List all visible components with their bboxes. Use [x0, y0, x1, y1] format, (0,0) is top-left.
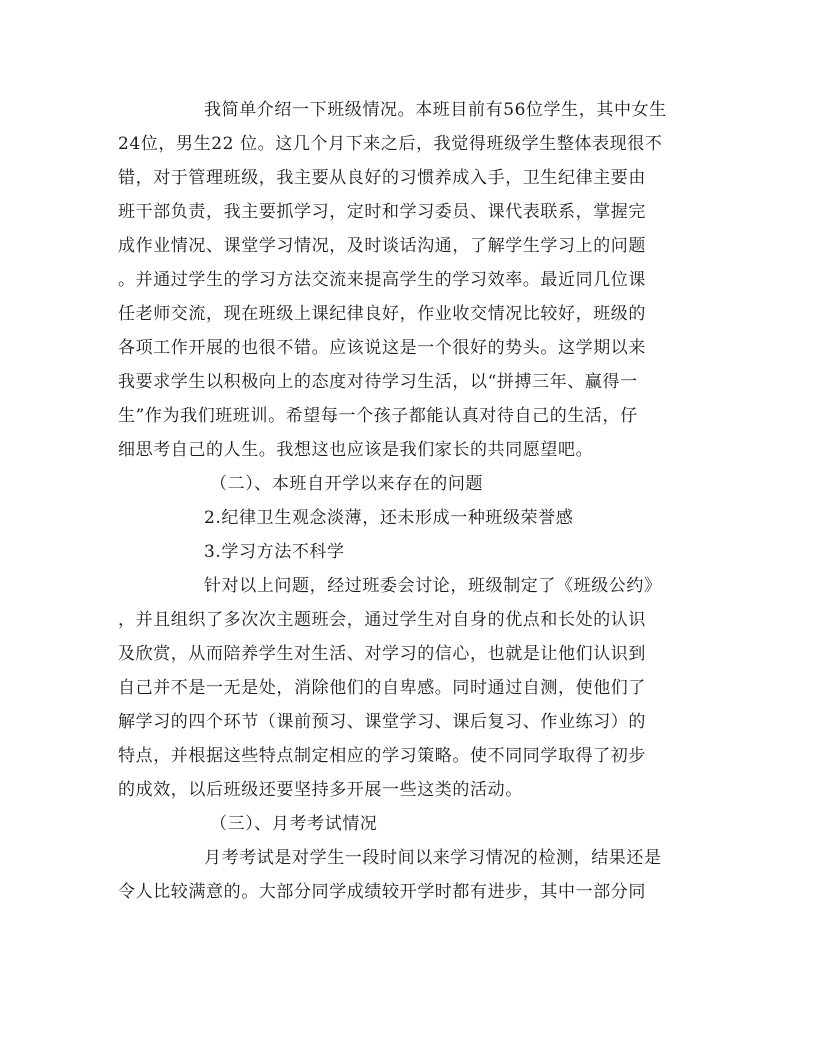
paragraph-line: 针对以上问题，经过班委会讨论，班级制定了《班级公约》 [204, 576, 662, 596]
paragraph-line: 及欣赏，从而陪养学生对生活、对学习的信心，也就是让他们认识到 [118, 644, 646, 664]
paragraph-line: 细思考自己的人生。我想这也应该是我们家长的共同愿望吧。 [118, 440, 594, 460]
paragraph-line: 令人比较满意的。大部分同学成绩较开学时都有进步，其中一部分同 [118, 882, 646, 902]
paragraph-line: 自己并不是一无是处，消除他们的自卑感。同时通过自测，使他们了 [118, 678, 646, 698]
paragraph-line: 的成效，以后班级还要坚持多开展一些这类的活动。 [118, 780, 523, 800]
paragraph-line: 各项工作开展的也很不错。应该说这是一个很好的势头。这学期以来 [118, 338, 646, 358]
paragraph-line: 我要求学生以积极向上的态度对待学习生活，以“拼搏三年、赢得一 [118, 372, 638, 392]
paragraph-line: 错，对于管理班级，我主要从良好的习惯养成入手，卫生纪律主要由 [118, 168, 646, 188]
paragraph-line: 24位，男生22 位。这几个月下来之后，我觉得班级学生整体表现很不 [118, 134, 663, 154]
paragraph-line: 解学习的四个环节（课前预习、课堂学习、课后复习、作业练习）的 [118, 712, 646, 732]
section-heading: （二）、本班自开学以来存在的问题 [210, 474, 484, 494]
section-heading: （三）、月考考试情况 [210, 814, 378, 834]
paragraph-line: ，并且组织了多次次主题班会，通过学生对自身的优点和长处的认识 [118, 610, 646, 630]
list-item: 3.学习方法不科学 [204, 542, 345, 562]
paragraph-line: 月考考试是对学生一段时间以来学习情况的检测，结果还是 [204, 848, 662, 868]
paragraph-line: 。并通过学生的学习方法交流来提高学生的学习效率。最近同几位课 [118, 270, 646, 290]
paragraph-line: 生”作为我们班班训。希望每一个孩子都能认真对待自己的生活，仔 [118, 406, 638, 426]
paragraph-line: 成作业情况、课堂学习情况，及时谈话沟通，了解学生学习上的问题 [118, 236, 646, 256]
paragraph-line: 特点，并根据这些特点制定相应的学习策略。使不同同学取得了初步 [118, 746, 646, 766]
paragraph-line: 我简单介绍一下班级情况。本班目前有56位学生，其中女生 [204, 100, 667, 120]
paragraph-line: 任老师交流，现在班级上课纪律良好，作业收交情况比较好，班级的 [118, 304, 646, 324]
list-item: 2.纪律卫生观念淡薄，还未形成一种班级荣誉感 [204, 508, 574, 528]
paragraph-line: 班干部负责，我主要抓学习，定时和学习委员、课代表联系，掌握完 [118, 202, 646, 222]
